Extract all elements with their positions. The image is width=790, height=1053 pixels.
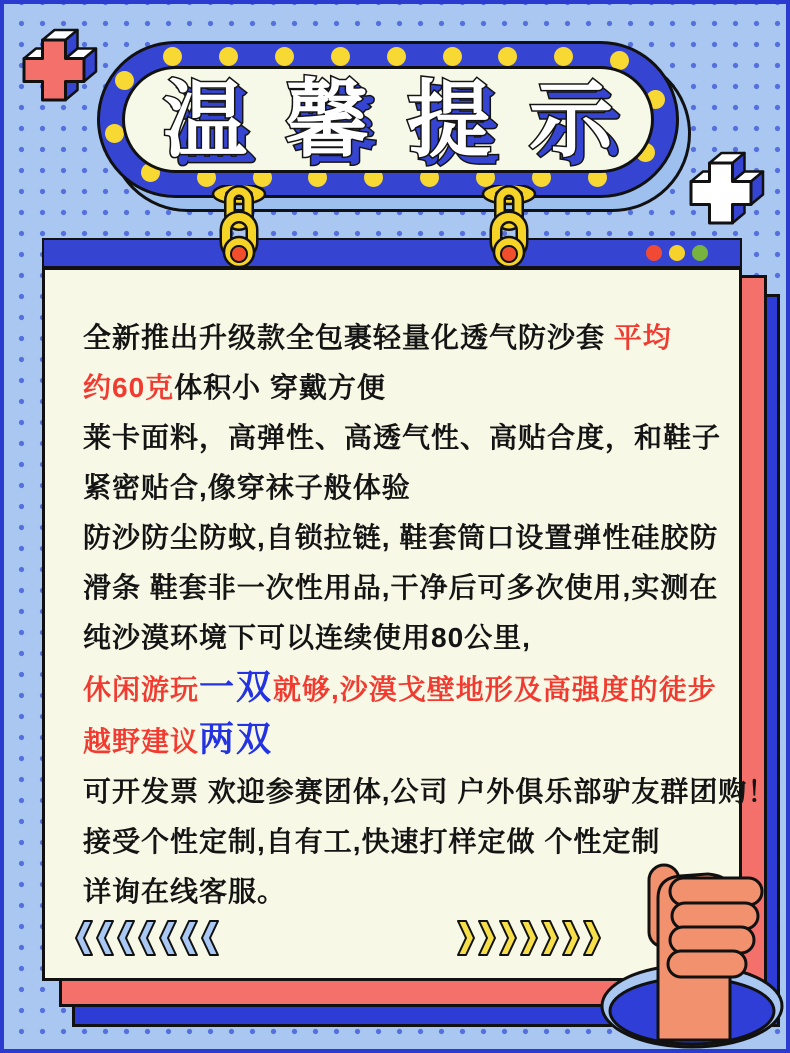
notice-segment: 就够,沙漠戈壁地形及高强度的徒步: [273, 674, 717, 705]
dot-yellow: [669, 245, 685, 261]
notice-segment: 体积小 穿戴方便: [174, 372, 386, 403]
window-control-dots: [646, 245, 708, 261]
notice-segment: 休闲游玩: [83, 674, 200, 705]
chevron-right-icon: [457, 920, 475, 956]
banner: [97, 41, 679, 198]
chevron-left-icon: [159, 920, 177, 956]
chevron-right-icon: [520, 920, 538, 956]
chevron-left-icon: [201, 920, 219, 956]
chevron-left-icon: [96, 920, 114, 956]
banner-rivet-dot: [105, 124, 124, 143]
banner-rivet-dot: [387, 47, 406, 66]
notice-segment: 纯沙漠环境下可以连续使用80公里,: [83, 622, 531, 653]
banner-title: 温馨提示 温馨提示: [125, 78, 651, 162]
banner-rivet-dot: [331, 47, 350, 66]
chevron-left-icon: [180, 920, 198, 956]
card-header-bar: [42, 238, 742, 268]
notice-segment: 滑条 鞋套非一次性用品,干净后可多次使用,实测在: [83, 572, 719, 603]
notice-segment: 详询在线客服。: [83, 876, 287, 907]
notice-line: [83, 463, 723, 513]
notice-segment: 约60克: [83, 372, 175, 403]
chevron-right-icon: [541, 920, 559, 956]
chevrons-left-icon: [75, 920, 219, 956]
banner-rivet-dot: [498, 47, 517, 66]
thumbs-up-icon: [574, 849, 790, 1053]
notice-segment: 平均: [613, 322, 672, 353]
notice-line: [83, 563, 723, 613]
dot-red: [646, 245, 662, 261]
chevron-right-icon: [478, 920, 496, 956]
chevron-left-icon: [117, 920, 135, 956]
banner-rivet-dot: [163, 47, 182, 66]
notice-segment: 防沙防尘防蚊,自锁拉链, 鞋套筒口设置弹性硅胶防: [83, 522, 719, 553]
banner-rivet-dot: [554, 47, 573, 66]
notice-segment: 莱卡面料，高弹性、高透气性、高贴合度，和鞋子: [83, 422, 722, 453]
notice-segment: 全新推出升级款全包裹轻量化透气防沙套: [83, 322, 614, 353]
notice-line: [83, 663, 723, 715]
notice-line: [83, 715, 723, 767]
chain-right: [469, 185, 549, 271]
red-cross-3d-icon: [12, 14, 104, 106]
notice-segment: 紧密贴合,像穿袜子般体验: [83, 472, 411, 503]
banner-rivet-dot: [219, 47, 238, 66]
notice-line: [83, 363, 723, 413]
notice-segment: 越野建议: [83, 726, 200, 757]
notice-segment: 接受个性定制,自有工,快速打样定做 个性定制: [83, 826, 661, 857]
white-cross-3d-icon: [688, 146, 788, 238]
chevron-right-icon: [499, 920, 517, 956]
chain-left: [199, 185, 279, 271]
chevron-left-icon: [75, 920, 93, 956]
notice-text: [83, 313, 777, 917]
banner-rivet-dot: [275, 47, 294, 66]
dot-green: [692, 245, 708, 261]
notice-segment: 一双: [199, 668, 274, 707]
notice-line: [83, 767, 777, 817]
notice-segment: 可开发票 欢迎参赛团体,公司 户外俱乐部驴友群团购！: [83, 776, 777, 807]
chevron-left-icon: [138, 920, 156, 956]
banner-inner-panel: [122, 66, 654, 173]
notice-line: [83, 313, 723, 363]
notice-segment: 两双: [199, 720, 274, 759]
notice-line: [83, 513, 723, 563]
notice-line: [83, 413, 723, 463]
notice-line: [83, 613, 723, 663]
banner-rivet-dot: [443, 47, 462, 66]
